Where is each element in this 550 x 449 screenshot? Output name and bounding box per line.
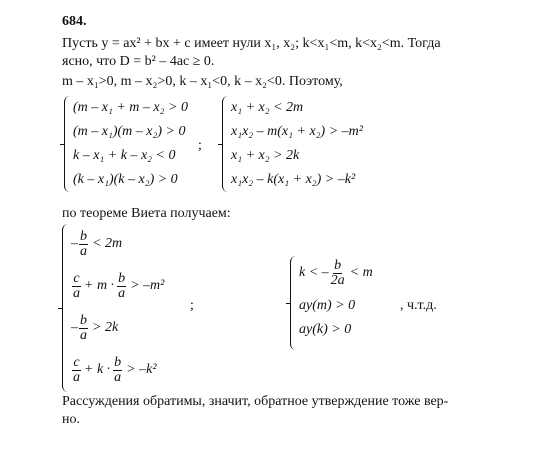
- row4-middle: + k ·: [84, 362, 111, 377]
- system-brace: [222, 96, 229, 192]
- system3-row-1: [71, 226, 122, 262]
- fraction-numerator: b: [118, 270, 126, 286]
- fraction: [79, 230, 88, 259]
- system1-row-4: (k – x₁)(k – x₂) > 0: [73, 172, 178, 187]
- fraction-denominator: a: [114, 369, 122, 385]
- row2-middle: + m ·: [84, 278, 115, 293]
- vieta-line: по теореме Виета получаем:: [62, 206, 231, 221]
- fraction: [72, 272, 81, 301]
- fraction-numerator: c: [73, 354, 80, 370]
- fraction-numerator: b: [80, 228, 87, 244]
- fraction: [113, 356, 122, 385]
- inequality-system-3: [62, 224, 202, 392]
- semicolon-2: ;: [190, 298, 194, 313]
- row1-prefix: k < –: [299, 265, 329, 280]
- system1-row-2: (m – x₁)(m – x₂) > 0: [73, 124, 186, 139]
- row3-prefix: –: [71, 320, 78, 335]
- system1-row-3: k – x₁ + k – x₂ < 0: [73, 148, 176, 163]
- system2-row-3: x₁ + x₂ > 2k: [231, 148, 300, 163]
- fraction: [330, 259, 346, 288]
- fraction-denominator: a: [73, 285, 80, 301]
- conclusion-line-2: но.: [62, 412, 80, 427]
- fraction: [79, 314, 88, 343]
- fraction: [117, 272, 126, 301]
- row1-suffix: < 2m: [92, 236, 123, 251]
- fraction: [72, 356, 81, 385]
- system4-row-2: ay(m) > 0: [299, 298, 356, 313]
- fraction-numerator: b: [80, 312, 87, 328]
- fraction-denominator: a: [73, 369, 80, 385]
- problem-number: 684.: [62, 14, 87, 29]
- fraction-denominator: a: [80, 243, 87, 259]
- inequality-system-2: [222, 96, 392, 192]
- system2-row-1: x₁ + x₂ < 2m: [231, 100, 304, 115]
- row1-prefix: –: [71, 236, 78, 251]
- system3-row-4: [71, 352, 157, 388]
- system3-row-2: [71, 268, 164, 304]
- row4-suffix: > –k²: [126, 362, 157, 377]
- fraction-denominator: a: [80, 327, 87, 343]
- intro-line-1: Пусть y = ax² + bx + c имеет нули x₁, x₂; k<x₁<m, k<x₂<m. Тогда: [62, 36, 441, 51]
- system3-row-3: [71, 310, 118, 346]
- row3-suffix: > 2k: [92, 320, 119, 335]
- system2-row-2: x₁x₂ – m(x₁ + x₂) > –m²: [231, 124, 363, 139]
- system2-row-4: x₁x₂ – k(x₁ + x₂) > –k²: [231, 172, 356, 187]
- system-brace: [290, 256, 297, 350]
- conclusion-line-1: Рассуждения обратимы, значит, обратное утверждение тоже вер-: [62, 394, 449, 409]
- fraction-numerator: b: [114, 354, 122, 370]
- system-brace: [64, 96, 71, 192]
- semicolon-1: ;: [198, 138, 202, 153]
- conditions-line: m – x₁>0, m – x₂>0, k – x₁<0, k – x₂<0. Поэтому,: [62, 74, 343, 89]
- row1-suffix: < m: [349, 265, 373, 280]
- system4-row-3: ay(k) > 0: [299, 322, 352, 337]
- qed-mark: , ч.т.д.: [400, 298, 437, 313]
- fraction-numerator: b: [334, 257, 342, 273]
- system1-row-1: (m – x₁ + m – x₂ > 0: [73, 100, 188, 115]
- fraction-denominator: a: [118, 285, 126, 301]
- inequality-system-1: [64, 96, 214, 192]
- system4-row-1: [299, 256, 373, 290]
- row2-suffix: > –m²: [130, 278, 165, 293]
- intro-line-2: ясно, что D = b² – 4ac ≥ 0.: [62, 54, 215, 69]
- system-brace: [62, 224, 69, 392]
- fraction-denominator: 2a: [330, 272, 345, 288]
- inequality-system-4: [290, 256, 390, 350]
- fraction-numerator: c: [73, 270, 80, 286]
